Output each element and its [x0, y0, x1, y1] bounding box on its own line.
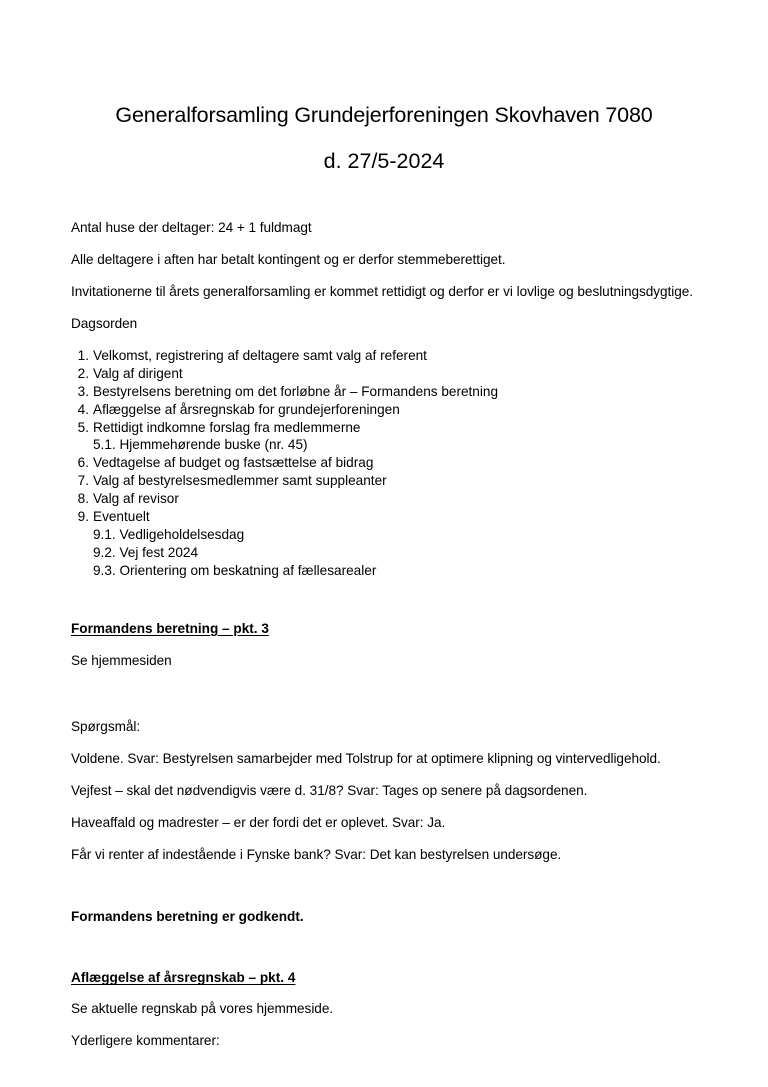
- agenda-item: [71, 347, 697, 365]
- agenda-item-number: 5.: [77, 419, 89, 435]
- agenda-item-number: 7.: [77, 473, 89, 489]
- formandens-body-text: Se hjemmesiden: [71, 652, 172, 668]
- agenda-list: [71, 347, 697, 580]
- section-heading-formandens-beretning: Formandens beretning – pkt. 3: [71, 620, 269, 636]
- agenda-item-number: 8.: [77, 491, 89, 507]
- question-answer-line: Voldene. Svar: Bestyrelsen samarbejder med Tolstrup for at optimere klipning og vintervedligehold.: [71, 750, 661, 766]
- title-line-1: Generalforsamling Grundejerforeningen Skovhaven 7080: [115, 103, 653, 127]
- agenda-item-label: Valg af revisor: [93, 491, 179, 507]
- aflaeggelse-body-text: Se aktuelle regnskab på vores hjemmeside.: [71, 1001, 334, 1017]
- agenda-item-label: Rettidigt indkomne forslag fra medlemmerne: [93, 419, 361, 435]
- agenda-item-label: Eventuelt: [93, 509, 150, 525]
- agenda-item: [71, 454, 697, 472]
- agenda-label: Dagsorden: [71, 315, 138, 331]
- agenda-item-number: 1.: [77, 347, 89, 363]
- agenda-item-number: 9.: [77, 509, 89, 525]
- agenda-item-label: Valg af dirigent: [93, 365, 183, 381]
- document-content: [71, 0, 697, 1050]
- question-answer-line: Vejfest – skal det nødvendigvis være d. 31/8? Svar: Tages op senere på dagsordenen.: [71, 782, 588, 798]
- agenda-item: [71, 490, 697, 508]
- title-line-2: d. 27/5-2024: [323, 148, 445, 173]
- voting-rights-text: Alle deltagere i aften har betalt kontingent og er derfor stemmeberettiget.: [71, 251, 506, 267]
- agenda-subitem: 9.2. Vej fest 2024: [93, 545, 199, 561]
- questions-answers-list: [71, 750, 697, 864]
- agenda-item: [71, 472, 697, 490]
- agenda-item-label: Aflæggelse af årsregnskab for grundejerforeningen: [93, 401, 400, 417]
- agenda-item-label: Bestyrelsens beretning om det forløbne år – Formandens beretning: [93, 383, 499, 399]
- quorum-text: Invitationerne til årets generalforsamling er kommet rettidigt og derfor er vi lovlige og beslutningsdygtige.: [71, 283, 694, 299]
- further-comments-label: Yderligere kommentarer:: [71, 1033, 220, 1049]
- agenda-subitem: 5.1. Hjemmehørende buske (nr. 45): [93, 437, 308, 453]
- agenda-subitem: 9.3. Orientering om beskatning af fællesarealer: [93, 563, 377, 578]
- question-answer-line: Haveaffald og madrester – er der fordi det er oplevet. Svar: Ja.: [71, 814, 446, 830]
- agenda-item-label: Velkomst, registrering af deltagere samt valg af referent: [93, 347, 427, 363]
- page-title: [71, 105, 697, 172]
- agenda-item-number: 2.: [77, 365, 89, 381]
- agenda-item: [71, 508, 697, 580]
- agenda-item: [71, 383, 697, 401]
- questions-label: Spørgsmål:: [71, 718, 141, 734]
- agenda-item: [71, 365, 697, 383]
- section-heading-aflaeggelse-aarsregnskab: Aflæggelse af årsregnskab – pkt. 4: [71, 970, 296, 986]
- agenda-item-number: 3.: [77, 383, 89, 399]
- agenda-subitem-list: [93, 436, 697, 454]
- agenda-subitem: 9.1. Vedligeholdelsesdag: [93, 527, 245, 543]
- agenda-item: [71, 419, 697, 455]
- agenda-item-label: Vedtagelse af budget og fastsættelse af bidrag: [93, 455, 374, 471]
- agenda-item-number: 6.: [77, 455, 89, 471]
- agenda-subitem-list: [93, 526, 697, 580]
- agenda-item: [71, 401, 697, 419]
- agenda-item-number: 4.: [77, 401, 89, 417]
- approval-statement: Formandens beretning er godkendt.: [71, 908, 304, 924]
- attendance-text: Antal huse der deltager: 24 + 1 fuldmagt: [71, 220, 312, 235]
- agenda-item-label: Valg af bestyrelsesmedlemmer samt suppleanter: [93, 473, 387, 489]
- question-answer-line: Får vi renter af indestående i Fynske bank? Svar: Det kan bestyrelsen undersøge.: [71, 846, 562, 862]
